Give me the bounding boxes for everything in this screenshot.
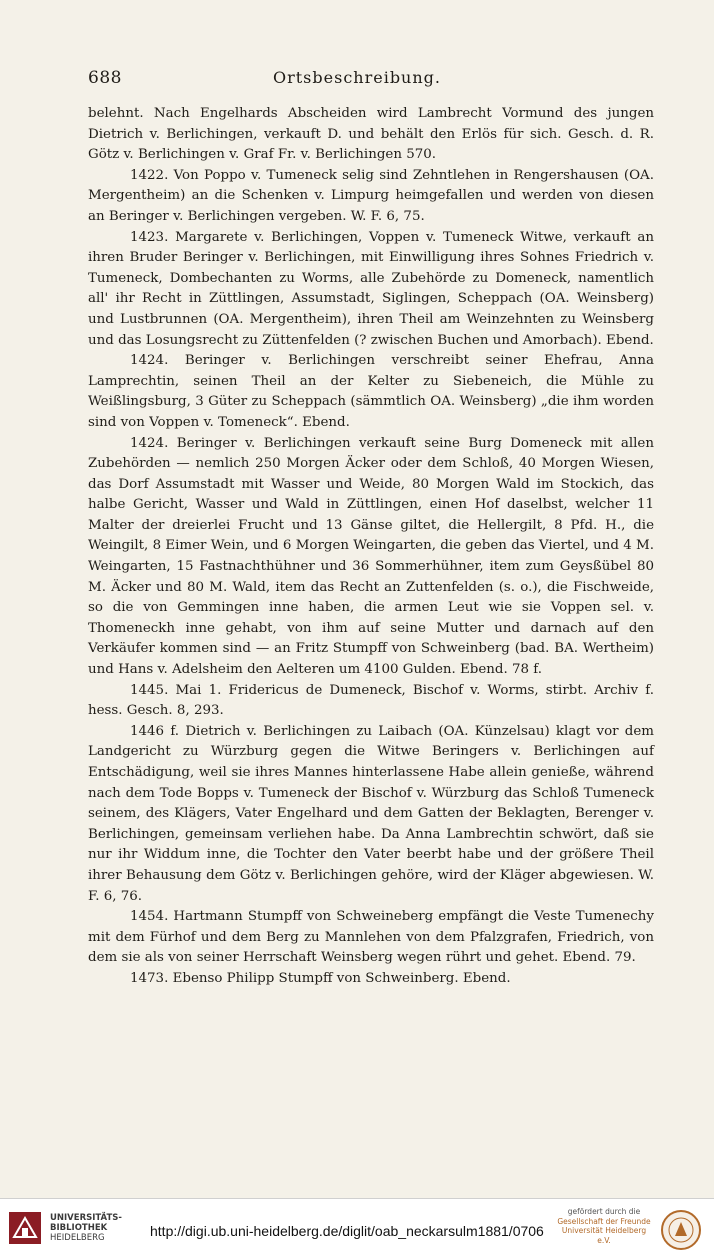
paragraph: 1446 f. Dietrich v. Berlichingen zu Laibach (OA. Künzelsau) klagt vor dem Landgericht zu Würzburg gegen die Witwe Beringers v. Berlichingen auf Entschädigung, weil sie ihres Mannes hinterlassene Habe allein genieße, während nach dem Tode Bopps v. Tumeneck der Bischof v. Würzburg das Schloß Tumeneck seinem, des Klägers, Vater Engelhard und dem Gatten der Beklagten, Berenger v. Berlichingen, gemeinsam verliehen habe. Da Anna Lambrechtin schwört, daß sie nur ihr Widdum inne, die Tochter den Vater beerbt habe und der größere Theil ihrer Behausung dem Götz v. Berlichingen gehöre, wird der Kläger abgewiesen. W. F. 6, 76. [88,723,654,904]
paragraph: 1473. Ebenso Philipp Stumpff von Schweinberg. Ebend. [130,970,511,986]
paragraph: 1422. Von Poppo v. Tumeneck selig sind Zehntlehen in Rengershausen (OA. Mergentheim) an die Schenken v. Limpurg heimgefallen und werden von diesen an Beringer v. Berlichingen vergeben. W. F. 6, 75. [88,167,654,224]
page-header [0,68,714,94]
sponsor-seal-icon [660,1209,702,1251]
paragraph: 1424. Beringer v. Berlichingen verschreibt seiner Ehefrau, Anna Lamprechtin, seinen Theil an der Kelter zu Siebeneich, die Mühle zu Weißlingsburg, 3 Güter zu Scheppach (sämmtlich OA. Weinsberg) „die ihm worden sind von Voppen v. Tomeneck“. Ebend. [88,353,654,430]
library-name: UNIVERSITÄTS- BIBLIOTHEK HEIDELBERG [50,1213,122,1243]
paragraph: 1424. Beringer v. Berlichingen verkauft seine Burg Domeneck mit allen Zubehörden — nemlich 250 Morgen Äcker oder dem Schloß, 40 Morgen Wiesen, das Dorf Assumstadt mit Wasser und Weide, 80 Morgen Wald im Stockich, das halbe Gericht, Wasser und Wald in Züttlingen, einen Hof daselbst, welcher 11 Malter der dreierlei Frucht und 13 Gänse giltet, die Hellergilt, 8 Pfd. H., die Weingilt, 8 Eimer Wein, und 6 Morgen Weingarten, die geben das Viertel, und 4 M. Weingarten, 15 Fastnachthühner und 36 Sommerhühner, item zum Geysßübel 80 M. Äcker und 80 M. Wald, item das Recht an Zuttenfelden (s. o.), die Fischweide, so die von Gemmingen inne haben, die armen Leut wie sie Voppen sel. v. Thomeneckh inne gehabt, von ihm auf seine Mutter und darnach auf den Verkäufer kommen sind — an Fritz Stumpff von Schweinberg (bad. BA. Wertheim) und Hans v. Adelsheim den Aelteren um 4100 Gulden. Ebend. 78 f. [88,435,654,678]
digitization-footer [0,1198,714,1260]
body-text [88,104,654,990]
page-number: 688 [88,68,122,88]
paragraph: 1454. Hartmann Stumpff von Schweineberg empfängt die Veste Tumenechy mit dem Fürhof und dem Berg zu Mannlehen von dem Pfalzgrafen, Friedrich, von dem sie als von seiner Herrschaft Weinsberg wegen rührt und gehet. Ebend. 79. [88,909,654,966]
paragraph: belehnt. Nach Engelhards Abscheiden wird Lambrecht Vormund des jungen Dietrich v. Berlichingen, verkauft D. und behält den Erlös für sich. Gesch. d. R. Götz v. Berlichingen v. Graf Fr. v. Berlichingen 570. [88,106,654,163]
paragraph: 1445. Mai 1. Fridericus de Dumeneck, Bischof v. Worms, stirbt. Archiv f. hess. Gesch. 8, 293. [88,682,654,719]
sponsor-text: gefördert durch die Gesellschaft der Freunde Universität Heidelberg e.V. [557,1207,651,1245]
paragraph: 1423. Margarete v. Berlichingen, Voppen v. Tumeneck Witwe, verkauft an ihren Bruder Beringer v. Berlichingen, mit Einwilligung ihres Sohnes Friedrich v. Tumeneck, Dombechanten zu Worms, alle Zubehörde zu Domeneck, namentlich all' ihr Recht in Züttlingen, Assumstadt, Siglingen, Scheppach (OA. Weinsberg) und Lustbrunnen (OA. Mergentheim), ihren Theil am Weinzehnten zu Weinsberg und das Losungsrecht zu Züttenfelden (? zwischen Buchen und Amorbach). Ebend. [88,229,654,348]
source-url-link[interactable]: http://digi.ub.uni-heidelberg.de/diglit/oab_neckarsulm1881/0706 [150,1223,544,1239]
university-library-logo-icon [8,1211,42,1245]
running-title: Ortsbeschreibung. [272,68,441,87]
